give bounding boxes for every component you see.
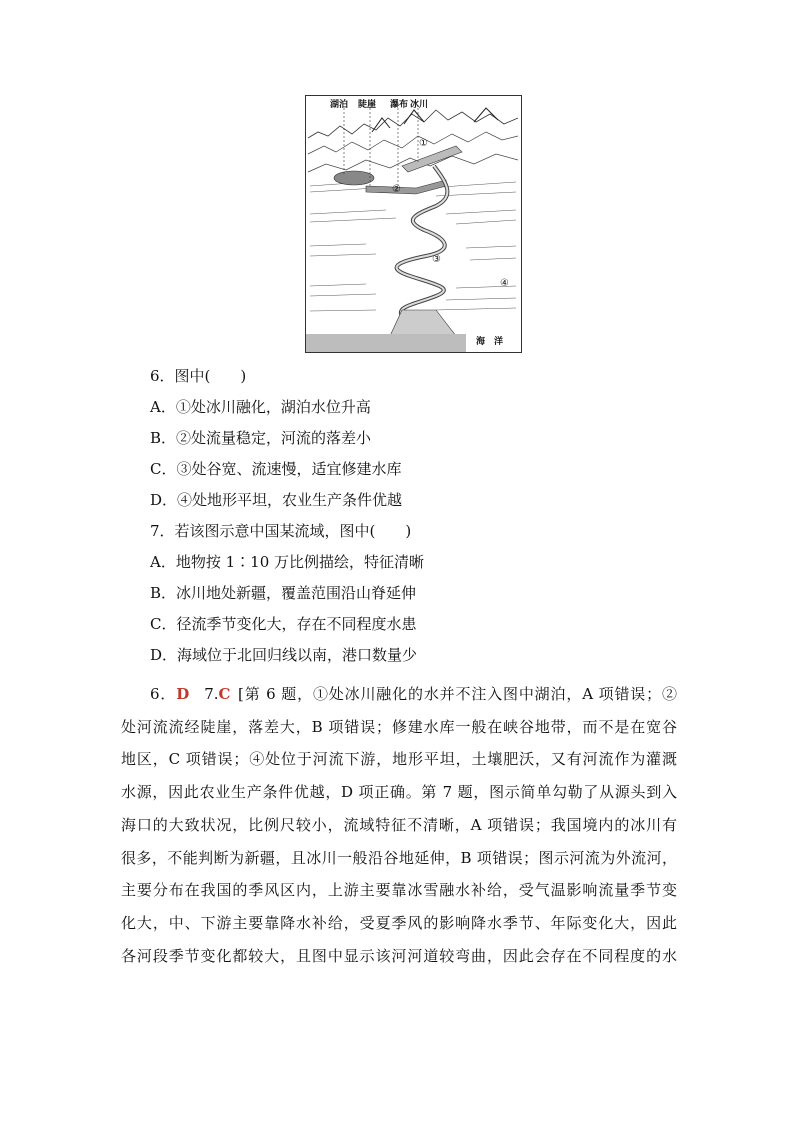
answer-line-4: 水源，因此农业生产条件优越，D 项正确。第 7 题，图示简单勾勒了从源头到入 [121, 783, 677, 802]
marker-4: ④ [500, 278, 509, 289]
answer-line-3: 地区，C 项错误；④处位于河流下游，地形平坦，土壤肥沃，又有河流作为灌溉 [121, 750, 677, 769]
answer-line-8: 化大，中、下游主要靠降水补给，受夏季风的影响降水季节、年际变化大，因此 [121, 913, 677, 932]
q6-option-b: B．②处流量稳定，河流的落差小 [150, 429, 372, 447]
q6-option-d: D．④处地形平坦，农业生产条件优越 [150, 491, 403, 509]
q7-stem: 7．若该图示意中国某流域，图中( ) [150, 522, 412, 540]
marker-1: ① [419, 138, 428, 149]
answer-line-5: 海口的大致状况，比例尺较小，流域特征不清晰，A 项错误；我国境内的冰川有 [121, 815, 677, 834]
label-glacier: 冰川 [410, 100, 429, 110]
label-waterfall: 瀑布 [390, 100, 409, 110]
answer-line-7: 主要分布在我国的季风区内，上游主要靠冰雪融水补给，受气温影响流量季节变 [121, 881, 677, 900]
answer-line-1 [121, 678, 677, 711]
q6-stem: 6．图中( ) [150, 367, 247, 385]
label-cliff: 陡崖 [358, 100, 377, 110]
answer-q6-choice: D [176, 685, 190, 703]
marker-3: ③ [432, 254, 441, 265]
q6-option-a: A．①处冰川融化，湖泊水位升高 [150, 398, 371, 416]
answer-q7-num: 7. [204, 685, 219, 703]
label-ocean: 海 洋 [476, 337, 504, 347]
label-lake: 湖泊 [330, 100, 349, 110]
answer-line-9: 各河段季节变化都较大，且图中显示该河河道较弯曲，因此会存在不同程度的水 [121, 946, 677, 965]
figure-labels [306, 96, 521, 352]
q7-option-b: B．冰川地处新疆，覆盖范围沿山脊延伸 [150, 584, 417, 602]
answer-text-1: [第 6 题，①处冰川融化的水并不注入图中湖泊，A 项错误；② [238, 685, 677, 703]
answer-line-6: 很多，不能判断为新疆，且冰川一般沿谷地延伸，B 项错误；图示河流为外流河， [121, 848, 677, 867]
q7-option-d: D．海域位于北回归线以南，港口数量少 [150, 646, 418, 664]
answer-q6-num: 6． [150, 685, 177, 703]
q7-option-a: A．地物按 1∶10 万比例描绘，特征清晰 [150, 553, 425, 571]
answer-explanation [121, 678, 677, 972]
q7-option-c: C．径流季节变化大，存在不同程度水患 [150, 615, 417, 633]
q6-option-c: C．③处谷宽、流速慢，适宜修建水库 [150, 460, 402, 478]
answer-q7-choice: C [218, 685, 231, 703]
answer-line-2: 处河流流经陡崖，落差大，B 项错误；修建水库一般在峡谷地带，而不是在宽谷 [121, 717, 677, 736]
river-basin-figure [305, 95, 522, 353]
marker-2: ② [392, 184, 401, 195]
